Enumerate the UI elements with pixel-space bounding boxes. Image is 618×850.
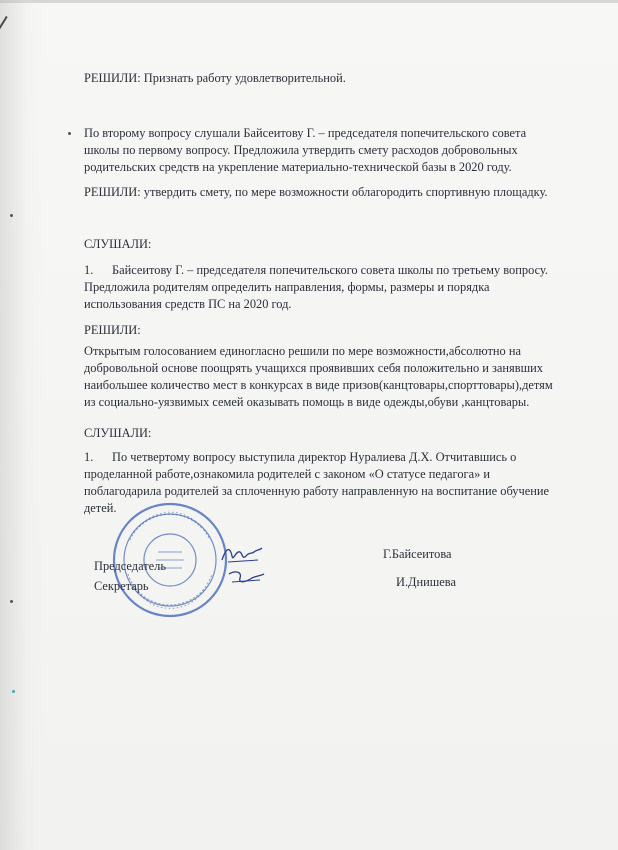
item-number: 1.: [84, 450, 94, 464]
chair-label: Председатель: [94, 559, 167, 573]
scan-speck: [12, 690, 15, 693]
heard-heading-1: СЛУШАЛИ:: [84, 237, 152, 251]
item-text: По четвертому вопросу выступила директор Нуралиева Д.Х. Отчитавшись о проделанной работе,ознакомила родителей с законом «О статусе педагога» и поблагодарила родителей за сплоченную работу направленную на воспитание обучение детей.: [84, 450, 549, 515]
secretary-signature: [226, 566, 266, 588]
scan-left-shadow: [0, 0, 45, 850]
heard-heading-2: СЛУШАЛИ:: [84, 426, 152, 440]
scan-top-edge: [0, 0, 618, 3]
resolved-3-heading: РЕШИЛИ:: [84, 323, 141, 337]
item-text: Байсеитову Г. – председателя попечительского совета школы по третьему вопросу. Предложила родителям определить направления, формы, размеры и порядка использования средств ПС на 2020 год.: [84, 263, 548, 311]
item-number: 1.: [84, 263, 94, 277]
resolved-1: РЕШИЛИ: Признать работу удовлетворительной.: [84, 71, 346, 85]
secretary-name: И.Днишева: [396, 575, 456, 589]
resolved-2: РЕШИЛИ: утвердить смету, по мере возможности облагородить спортивную площадку.: [84, 185, 548, 199]
second-question-paragraph: По второму вопросу слушали Байсеитову Г. – председателя попечительского совета школы по первому вопросу. Предложила утвердить смету расходов добровольных родительских средств на укрепление материально-технической базы в 2020 году.: [84, 126, 527, 174]
scan-speck: [10, 214, 13, 217]
chair-signature: [218, 542, 266, 568]
scan-speck: [68, 132, 71, 135]
scan-speck: [10, 600, 13, 603]
agenda-item-3: [84, 262, 554, 313]
resolved-3-text: Открытым голосованием единогласно решили по мере возможности,абсолютно на добровольной основе поощрять учащихся проявивших себя положительно и занявших наибольшее количество мест в конкурсах в виде призов(канцтовары,спорттовары),детям из социально-уязвимых семей оказывать помощь в виде одежды,обуви ,канцтовары.: [84, 344, 553, 409]
chair-name: Г.Байсеитова: [383, 547, 452, 561]
secretary-label: Секретарь: [94, 579, 149, 593]
